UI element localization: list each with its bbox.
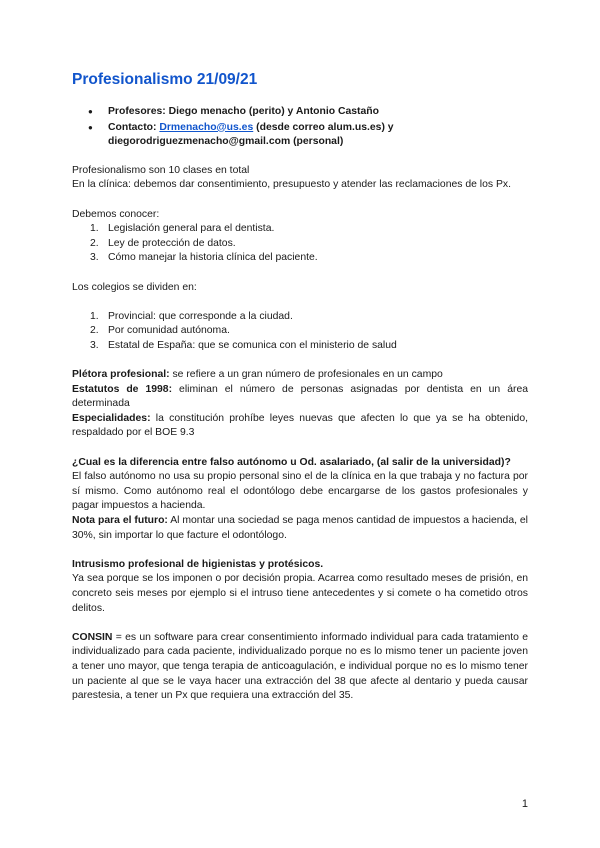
intro-line1: Profesionalismo son 10 clases en total	[72, 164, 250, 176]
list-item: Provincial: que corresponde a la ciudad.	[108, 310, 293, 322]
colegios-list	[72, 310, 528, 354]
falso-heading: ¿Cual es la diferencia entre falso autónomo u Od. asalariado, (al salir de la universidad)?	[72, 456, 511, 468]
intrusismo-text: Ya sea porque se los imponen o por decisión propia. Acarrea como resultado meses de prisión, en concreto seis meses por ejemplo si el intruso tiene antecedentes y si comete o ha cometido otros delitos.	[72, 573, 528, 614]
list-item: Estatal de España: que se comunica con el ministerio de salud	[108, 339, 397, 351]
list-item: Por comunidad autónoma.	[108, 325, 230, 337]
intrusismo-heading: Intrusismo profesional de higienistas y protésicos.	[72, 558, 324, 570]
consin-paragraph: CONSIN = es un software para crear consentimiento informado individual para cada tratamiento e individualizado para cada paciente, individualizado porque no es lo mismo tener un paciente joven a tener uno mayor, que tenga terapia de anticoagulación, e individual porque no es lo mismo tener un paciente al que se le vaya hacer una extracción del 38 que afecte al dentario y pueda causar parestesia, a tener un Px que requiera una extracción del 35.	[72, 631, 528, 702]
contacto-line2: diegorodriguezmenacho@gmail.com (personal)	[108, 136, 344, 148]
list-item: Ley de protección de datos.	[108, 237, 236, 249]
conocer-heading: Debemos conocer:	[72, 208, 160, 220]
contacto-rest: (desde correo alum.us.es) y	[253, 121, 394, 133]
page-title: Profesionalismo 21/09/21	[72, 71, 258, 88]
document-page	[72, 70, 528, 704]
nota-futuro: Nota para el futuro: Al montar una sociedad se paga menos cantidad de impuestos a hacienda, el 30%, sin importar lo que facture el odontólogo.	[72, 515, 528, 541]
colegios-heading: Los colegios se dividen en:	[72, 281, 197, 293]
page-number: 1	[521, 798, 528, 810]
falso-text: El falso autónomo no usa su propio personal sino el de la clínica en la que trabaja y no factura por sí mismo. Como autónomo real el odontólogo debe encargarse de los gastos profesionales y pagar impuestos a hacienda.	[72, 471, 528, 512]
especialidades-def: Especialidades: la constitución prohíbe leyes nuevas que afecten lo que ya se ha obtenido, respaldado por el BOE 9.3	[72, 412, 528, 439]
contact-bullets	[72, 105, 528, 150]
email-link[interactable]: Drmenacho@us.es	[159, 121, 254, 133]
pletora-def: Plétora profesional: se refiere a un gran número de profesionales en un campo	[72, 369, 443, 381]
estatutos-def: Estatutos de 1998: eliminan el número de personas asignadas por dentista en un área determinada	[72, 383, 529, 410]
contacto-label: Contacto:	[108, 121, 160, 133]
bullet-contacto	[108, 121, 528, 150]
list-item: Cómo manejar la historia clínica del paciente.	[108, 252, 318, 264]
bullet-profesores: ● Profesores: Diego menacho (perito) y Antonio Castaño	[108, 105, 528, 120]
list-item: Legislación general para el dentista.	[108, 223, 275, 235]
intro-line2: En la clínica: debemos dar consentimiento, presupuesto y atender las reclamaciones de los Px.	[72, 179, 511, 191]
conocer-list	[72, 222, 528, 266]
